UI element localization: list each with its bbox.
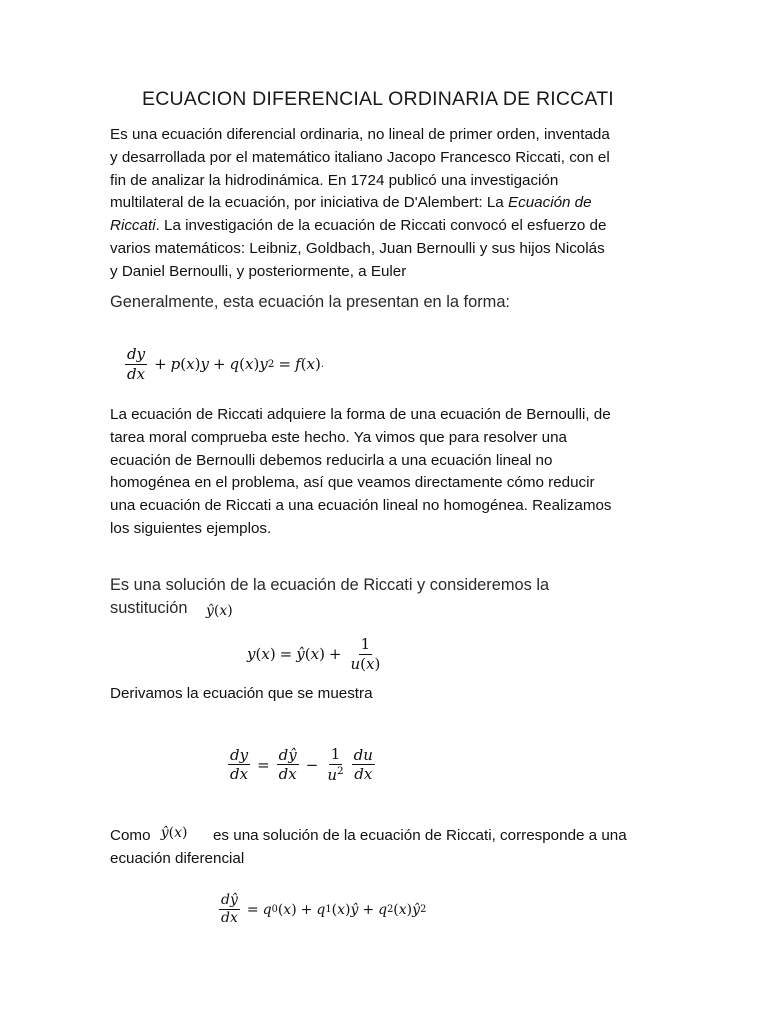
como-paragraph: Como ŷ ( x ) es una solución de la ecuación de Riccati, corresponde a una ecuación diferencial: [110, 825, 670, 871]
intro-line: Riccati. La investigación de la ecuación de Riccati convocó el esfuerzo de: [110, 217, 607, 235]
riccati-equation: $\frac{dy}{dx}$ + p ( x ) y + q ( x ) y 2 = f ( x ) .: [127, 345, 324, 383]
substitution-equation: y ( x ) = ŷ ( x ) + $\frac{1}{u(x)}$: [247, 635, 381, 673]
page-title: ECUACION DIFERENCIAL ORDINARIA DE RICCATI: [142, 88, 614, 110]
intro-line: multilateral de la ecuación, por iniciativa de D'Alembert: La Ecuación de: [110, 194, 592, 212]
intro-line: varios matemáticos: Leibniz, Goldbach, Juan Bernoulli y sus hijos Nicolás: [110, 239, 605, 257]
intro-line: y Daniel Bernoulli, y posteriormente, a Euler: [110, 262, 407, 280]
substitution-label: sustitución: [110, 599, 188, 617]
intro-paragraph: [110, 124, 670, 284]
para-line: homogénea en el problema, así que veamos directamente cómo reducir: [110, 474, 595, 492]
para-line: los siguientes ejemplos.: [110, 519, 272, 537]
yhat-inline: ŷ ( x ): [160, 825, 188, 841]
form-heading: Generalmente, esta ecuación la presentan en la forma:: [110, 293, 510, 311]
para-line: La ecuación de Riccati adquiere la forma de una ecuación de Bernoulli, de: [110, 406, 611, 423]
intro-line: fin de analizar la hidrodinámica. En 1724 publicó una investigación: [110, 171, 559, 189]
yhat-inline: ŷ ( x ): [206, 603, 233, 619]
bernoulli-paragraph: [110, 404, 670, 541]
para-line: tarea moral comprueba este hecho. Ya vimos que para resolver una: [110, 428, 568, 446]
intro-line: y desarrollada por el matemático italiano Jacopo Francesco Riccati, con el: [110, 148, 610, 166]
derivative-equation: $\frac{dy}{dx}$ = $\frac{dŷ}{dx}$ − $\frac{1}{u^2}$ $\frac{du}{dx}$: [230, 745, 373, 784]
para-line: ecuación de Bernoulli debemos reducirla a una ecuación lineal no: [110, 451, 553, 469]
intro-line: Es una ecuación diferencial ordinaria, no lineal de primer orden, inventada: [110, 126, 610, 143]
para-line: una ecuación de Riccati a una ecuación lineal no homogénea. Realizamos: [110, 497, 612, 515]
solution-heading: Es una solución de la ecuación de Riccati y consideremos la: [110, 576, 550, 594]
riccati-general-equation: $\frac{dŷ}{dx}$ = q 0 ( x ) + q 1 ( x ) ŷ + q 2 ( x ) ŷ 2: [221, 892, 427, 927]
derivative-intro: Derivamos la ecuación que se muestra: [110, 685, 373, 702]
